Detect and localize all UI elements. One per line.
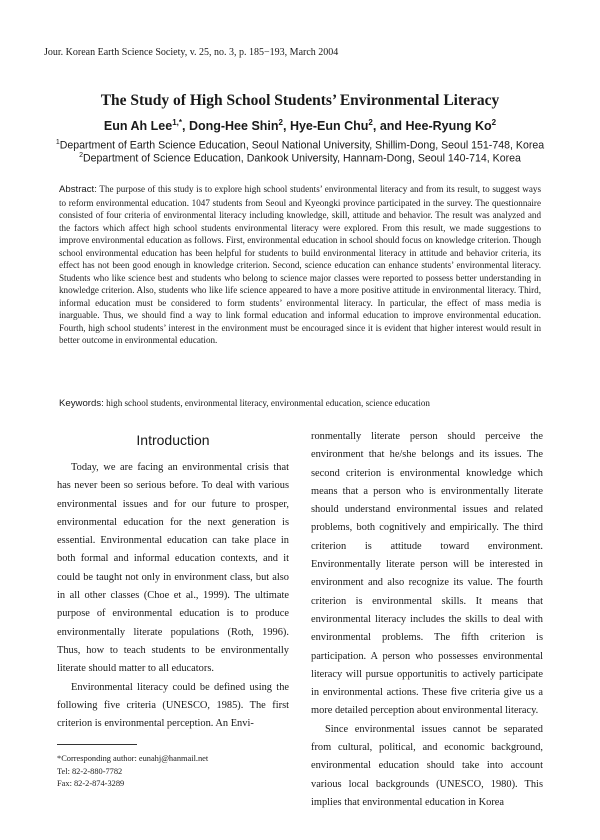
author-name: Dong-Hee Shin <box>188 119 279 134</box>
affiliation-mark: 1 <box>55 139 60 146</box>
author-list: Eun Ah Lee$^{1,*}$, Dong-Hee Shin$^2$, Hye-Eun Chu$^2$, and Hee-Ryung Ko$^2$ <box>103 118 497 134</box>
affiliation-2 <box>0 152 600 165</box>
keywords-text: high school students, environmental literacy, environmental education, science education <box>106 398 430 408</box>
paragraph: Since environmental issues cannot be separated from cultural, political, and economic background, environmental education should take into account various local backgrounds (UNESCO, 1980). This implies that environmental education in Korea <box>311 723 543 808</box>
footnote-divider <box>57 744 137 745</box>
author-affiliation-mark: 1,* <box>172 118 182 127</box>
right-column <box>311 428 543 812</box>
left-column <box>57 459 289 733</box>
author-name: Eun Ah Lee <box>103 119 173 134</box>
author-name: Hee-Ryung Ko <box>405 119 492 134</box>
corresponding-author: *Corresponding author: eunahj@hanmail.net <box>57 754 209 763</box>
abstract <box>59 183 541 347</box>
section-heading-introduction: Introduction <box>136 432 210 448</box>
author-affiliation-mark: 2 <box>368 118 373 127</box>
author-name: Hye-Eun Chu <box>289 119 369 134</box>
fax: Fax: 82-2-874-3289 <box>57 779 125 789</box>
author-affiliation-mark: 2 <box>491 118 497 127</box>
paper-title: The Study of High School Students’ Environmental Literacy <box>100 92 500 109</box>
abstract-text: The purpose of this study is to explore high school students’ environmental literacy and from its result, to suggest ways to reform environmental education. 1047 students from Seoul and Kyeongki province participated in the survey. The questionnaire consisted of four criteria of environmental literacy including knowledge, skill, attitude and behavior. The result was analyzed and the factors which affect high school students environmental literacy were explored. From this result, we made suggestions to improve environmental education as follows. First, environmental education in school should focus on knowledge criterion. Though school environmental education has been helpful for students to build environmental literacy in attitude and behavior criteria, its effect has not been good enough in knowledge criterion. Second, science education can enhance students’ environmental literacy. Students who like science best and students who belong to science major classes were reported to possess better understanding in knowledge criterion. Also, students who like life science appeared to have a more positive attitude in environmental literacy. Third, informal education must be considered to form students’ environmental literacy. In particular, the effect of mass media is inarguable. Thus, we should find a way to link formal education and informal education to improve environmental education. Fourth, high school students’ interest in the environment must be encouraged since it is evident that higher interest would result in better outcome in environmental education. <box>59 184 542 345</box>
affiliation-1 <box>0 139 600 152</box>
journal-citation: Jour. Korean Earth Science Society, v. 25, no. 3, p. 185−193, March 2004 <box>44 47 339 58</box>
paragraph: ronmentally literate person should perceive the environment that he/she belongs and its issues. The second criterion is environmental knowledge which means that a person who is environmentally literate should understand environmental issues and related problems, both cognitively and empirically. The third criterion is attitude toward environment. Environmentally literate person will be interested in environment and also recognize its value. The fourth criterion is environmental skills. It means that environmental literacy includes the skills to deal with environmental problems. The fifth criterion is participation. A person who possesses environmental literacy will pursue opportunitis to actively participate in environmental actions. These five criteria give us a more detailed perception about environmental literacy. <box>311 431 543 717</box>
keywords-label: Keywords: <box>59 398 104 409</box>
footnote <box>57 753 208 791</box>
affiliation-text: Department of Science Education, Dankook University, Hannam-Dong, Seoul 140-714, Korea <box>82 152 521 165</box>
affiliation-text: Department of Earth Science Education, Seoul National University, Shillim-Dong, Seoul 151-748, Korea <box>59 139 545 152</box>
telephone: Tel: 82-2-880-7782 <box>57 766 123 776</box>
paragraph: Today, we are facing an environmental crisis that has never been so serious before. To deal with various environmental issues and for our future to prosper, environmental education for the next generation is essential. Environmental education can take place in both formal and informal education contexts, and it could be taught not only in environment class, but also in all other classes (Choe et al., 1999). The ultimate purpose of environmental education is to produce environmentally literate populations (Roth, 1996). Thus, how to teach students to be environmentally literate should matter to all educators. <box>57 462 289 675</box>
author-affiliation-mark: 2 <box>278 118 283 127</box>
abstract-label: Abstract: <box>59 184 97 195</box>
paragraph: Environmental literacy could be defined using the following five criteria (UNESCO, 1985). The first criterion is environmental perception. An Envi- <box>57 681 289 730</box>
affiliation-mark: 2 <box>79 152 83 159</box>
keywords <box>59 398 541 409</box>
